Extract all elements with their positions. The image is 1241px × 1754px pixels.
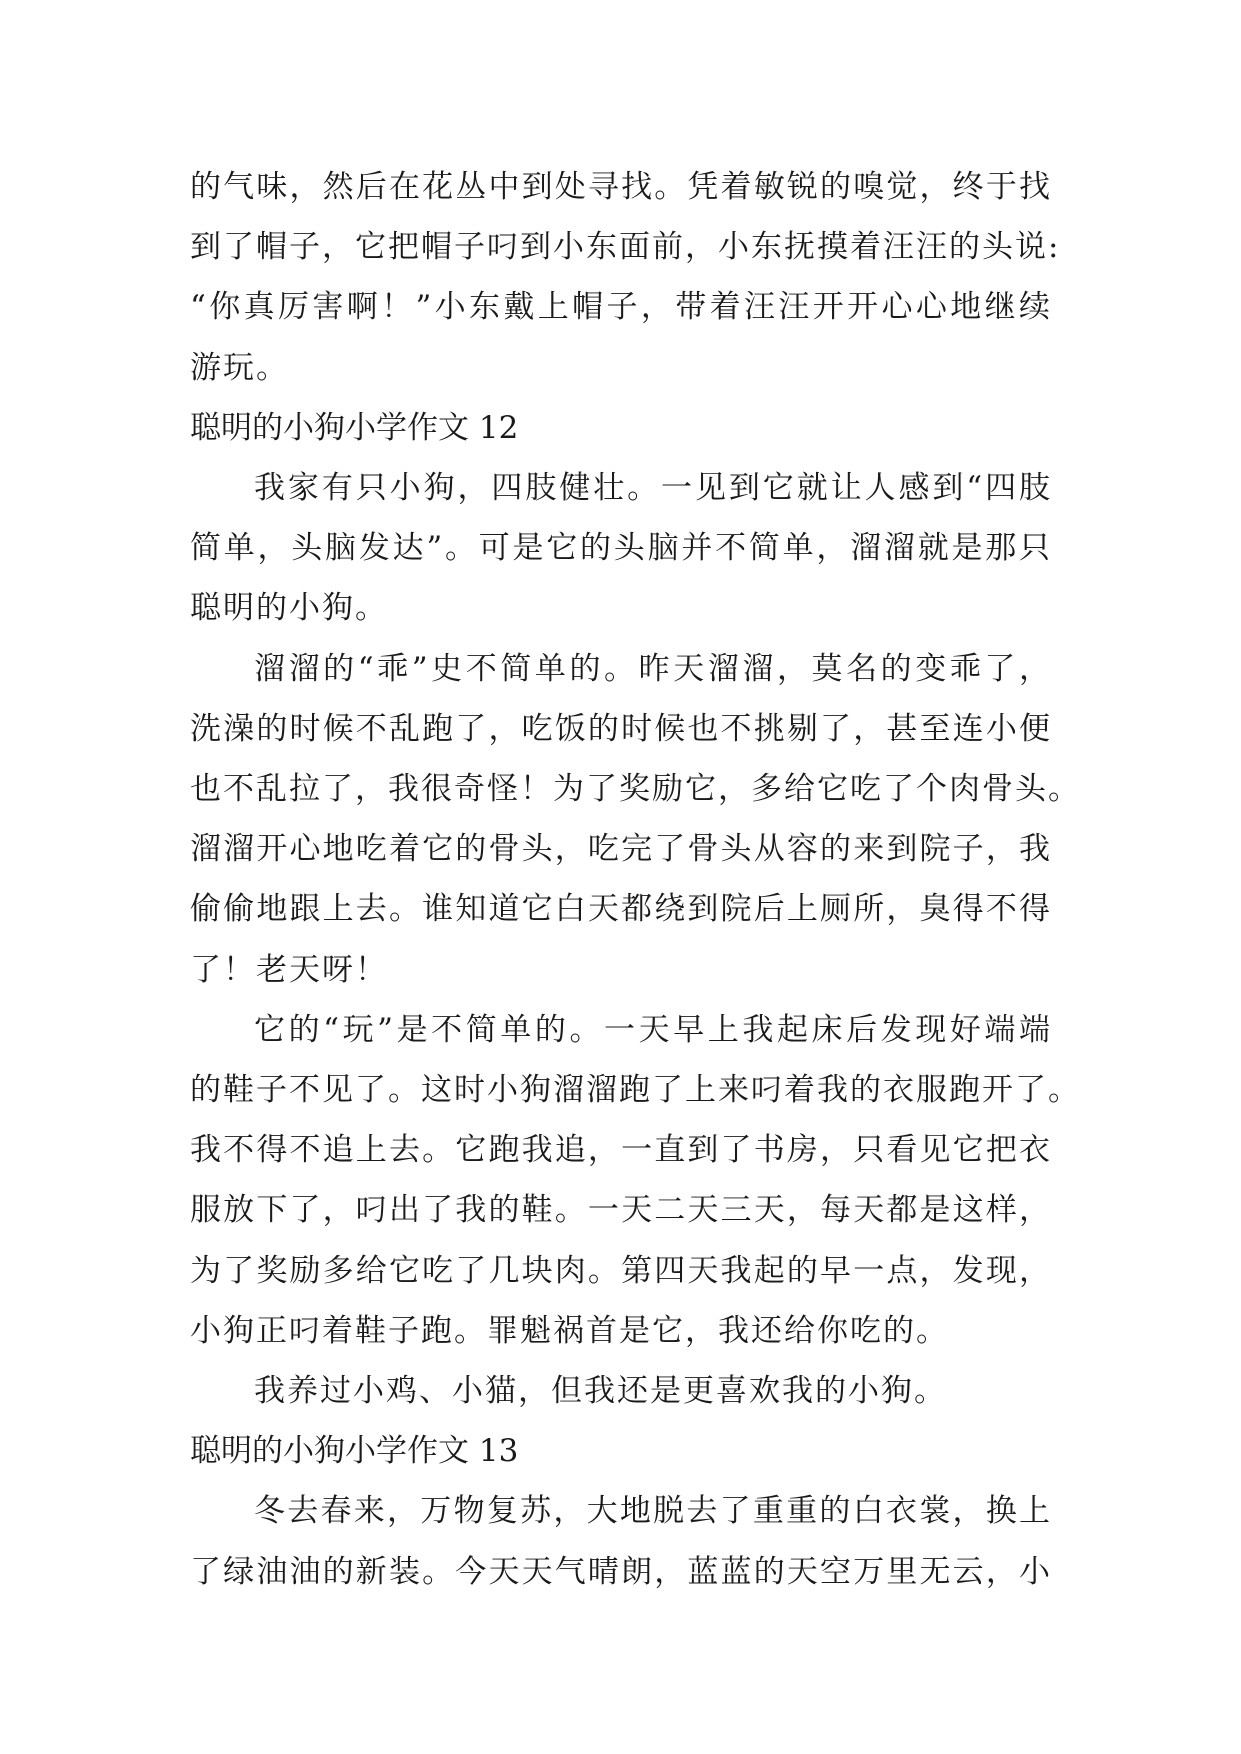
paragraph-line: 偷偷地跟上去。谁知道它白天都绕到院后上厕所，臭得不得: [190, 891, 1052, 927]
paragraph-line: 到了帽子，它把帽子叼到小东面前，小东抚摸着汪汪的头说:: [190, 229, 1061, 265]
paragraph-line: 的气味，然后在花丛中到处寻找。凭着敏锐的嗅觉，终于找: [190, 169, 1052, 205]
paragraph-line: 洗澡的时候不乱跑了，吃饭的时候也不挑剔了，甚至连小便: [190, 711, 1052, 747]
paragraph-line: 聪明的小狗。: [190, 590, 388, 626]
paragraph-line: 我养过小鸡、小猫，但我还是更喜欢我的小狗。: [254, 1373, 947, 1409]
paragraph-line: 我不得不追上去。它跑我追，一直到了书房，只看见它把衣: [190, 1132, 1052, 1168]
paragraph-line: 的鞋子不见了。这时小狗溜溜跑了上来叼着我的衣服跑开了。: [190, 1072, 1081, 1108]
paragraph-line: 简单，头脑发达”。可是它的头脑并不简单，溜溜就是那只: [190, 530, 1052, 566]
paragraph-line: 小狗正叼着鞋子跑。罪魁祸首是它，我还给你吃的。: [190, 1313, 949, 1349]
paragraph-line: 服放下了，叼出了我的鞋。一天二天三天，每天都是这样，: [190, 1192, 1052, 1228]
paragraph-line: 溜溜的“乖”史不简单的。昨天溜溜，莫名的变乖了，: [254, 651, 1052, 687]
paragraph-line: 它的“玩”是不简单的。一天早上我起床后发现好端端: [254, 1012, 1052, 1048]
paragraph-line: 游玩。: [190, 350, 289, 386]
section-heading: 聪明的小狗小学作文 12: [190, 410, 519, 446]
paragraph-line: 为了奖励多给它吃了几块肉。第四天我起的早一点，发现，: [190, 1253, 1052, 1289]
paragraph-line: 了绿油油的新装。今天天气晴朗，蓝蓝的天空万里无云，小: [190, 1554, 1052, 1590]
paragraph-line: “你真厉害啊！”小东戴上帽子，带着汪汪开开心心地继续: [190, 289, 1052, 325]
paragraph-line: 也不乱拉了，我很奇怪！为了奖励它，多给它吃了个肉骨头。: [190, 771, 1081, 807]
paragraph-line: 溜溜开心地吃着它的骨头，吃完了骨头从容的来到院子，我: [190, 831, 1052, 867]
section-heading: 聪明的小狗小学作文 13: [190, 1433, 519, 1469]
paragraph-line: 冬去春来，万物复苏，大地脱去了重重的白衣裳，换上: [254, 1493, 1052, 1529]
paragraph-line: 了！老天呀！: [190, 952, 388, 988]
paragraph-line: 我家有只小狗，四肢健壮。一见到它就让人感到“四肢: [254, 470, 1052, 506]
